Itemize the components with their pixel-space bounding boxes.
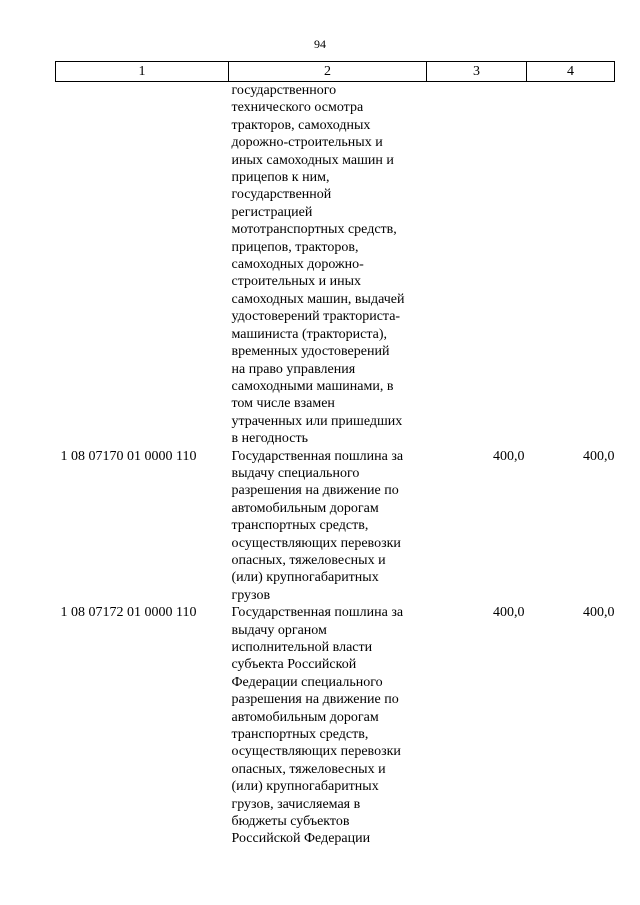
description-line: самоходных дорожно- (231, 257, 364, 273)
table-header-row (56, 62, 615, 82)
description-line: субъекта Российской (231, 657, 357, 673)
page-number: 94 (314, 37, 326, 51)
description-line: государственного (231, 83, 337, 98)
description-line: том числе взамен (231, 396, 335, 412)
description-cell (229, 604, 427, 848)
description-line: грузов (231, 587, 271, 603)
description-line: разрешения на движение по (231, 692, 399, 708)
description-line: транспортных средств, (231, 727, 369, 743)
description-line: разрешения на движение по (231, 483, 399, 499)
description-line: государственной (231, 187, 332, 203)
column-header-4: 4 (527, 62, 615, 82)
description-line: дорожно-строительных и (231, 135, 383, 151)
table-row (56, 604, 615, 848)
amount-col4-cell (527, 82, 615, 448)
description-line: строительных и иных (231, 274, 361, 290)
description-line: автомобильным дорогам (231, 709, 379, 725)
description-line: исполнительной власти (231, 640, 373, 655)
description-line: транспортных средств, (231, 518, 369, 534)
description-line: мототранспортных средств, (231, 222, 397, 238)
amount-col4-cell: 400,0 (583, 448, 615, 464)
amount-col3-cell: 400,0 (493, 605, 525, 621)
description-line: самоходных машин, выдачей (231, 291, 405, 307)
table-body (56, 82, 615, 848)
description-line: машиниста (тракториста), (231, 326, 388, 342)
description-line: выдачу специального (231, 465, 360, 481)
description-line: опасных, тяжеловесных и (231, 552, 386, 568)
description-line: бюджеты субъектов (231, 814, 350, 830)
description-line: Государственная пошлина за (231, 448, 404, 464)
description-line: удостоверений тракториста- (231, 309, 401, 325)
description-line: опасных, тяжеловесных и (231, 761, 386, 777)
budget-code-cell (56, 82, 229, 448)
description-line: иных самоходных машин и (231, 152, 394, 168)
description-line: на право управления (231, 361, 356, 377)
table-row (56, 82, 615, 448)
description-line: Федерации специального (231, 674, 383, 690)
description-line: выдачу органом (231, 622, 327, 638)
description-line: утраченных или пришедших (231, 413, 403, 429)
description-line: самоходными машинами, в (231, 378, 394, 394)
description-line: Российской Федерации (231, 831, 371, 847)
description-line: грузов, зачисляемая в (231, 796, 361, 812)
description-line: регистрацией (231, 204, 313, 220)
description-line: Государственная пошлина за (231, 605, 404, 621)
budget-code-cell: 1 08 07170 01 0000 110 (60, 448, 197, 464)
budget-table (55, 61, 615, 848)
amount-col4-cell: 400,0 (583, 605, 615, 621)
amount-col3-cell (427, 82, 527, 448)
column-header-2: 2 (229, 62, 427, 82)
description-line: временных удостоверений (231, 344, 390, 360)
description-cell (229, 82, 427, 448)
budget-code-cell: 1 08 07172 01 0000 110 (60, 605, 197, 621)
column-header-3: 3 (427, 62, 527, 82)
table-row (56, 448, 615, 605)
description-line: прицепов, тракторов, (231, 239, 359, 255)
description-cell (229, 448, 427, 605)
description-line: тракторов, самоходных (231, 117, 371, 133)
description-line: (или) крупногабаритных (231, 779, 379, 795)
amount-col3-cell: 400,0 (493, 448, 525, 464)
description-line: технического осмотра (231, 100, 364, 116)
description-line: прицепов к ним, (231, 170, 330, 186)
description-line: осуществляющих перевозки (231, 744, 401, 760)
description-line: автомобильным дорогам (231, 500, 379, 516)
description-line: (или) крупногабаритных (231, 570, 379, 586)
description-line: осуществляющих перевозки (231, 535, 401, 551)
description-line: в негодность (231, 431, 308, 447)
column-header-1: 1 (56, 62, 229, 82)
